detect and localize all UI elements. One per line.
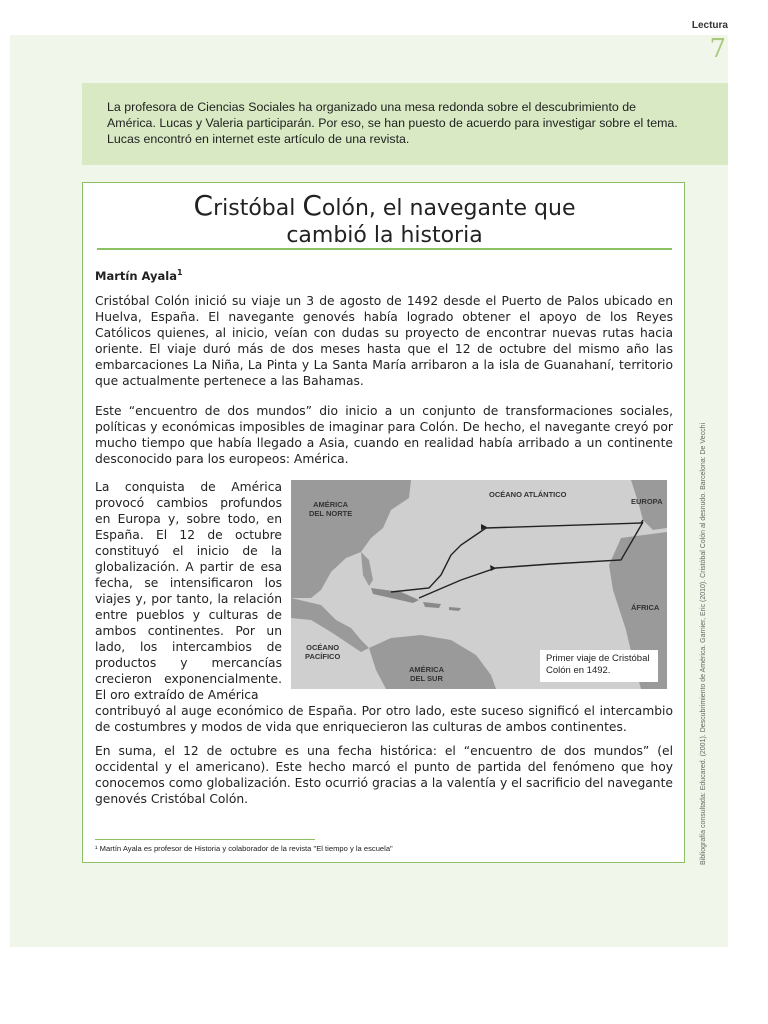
map-caption: Primer viaje de Cristóbal Colón en 1492. — [540, 650, 658, 682]
title-part-2: olón, el navegante que — [321, 196, 576, 221]
map-label-europe: EUROPA — [631, 497, 663, 506]
footnote-divider — [95, 839, 315, 840]
top-margin — [0, 0, 768, 35]
paragraph-3-continued: contribuyó al auge económico de España. Por otro lado, este suceso significó el intercambio de costumbres y modos de vida que enriquecieron las culturas de ambos continentes. — [95, 704, 673, 734]
map-label-north-america: AMÉRICA DEL NORTE — [309, 500, 353, 518]
author-name: Martín Ayala — [95, 268, 177, 283]
map-label-africa: ÁFRICA — [631, 603, 660, 612]
article-title — [97, 189, 672, 249]
map-label-south-america: AMÉRICA DEL SUR — [409, 665, 444, 683]
author-footnote-mark: 1 — [176, 268, 183, 277]
right-margin — [728, 0, 768, 947]
section-number: 7 — [709, 34, 726, 64]
title-divider — [97, 248, 672, 250]
title-part-1: ristóbal — [213, 196, 303, 221]
paragraph-4: En suma, el 12 de octubre es una fecha histórica: el “encuentro de dos mundos” (el occidental y el americano). Este hecho marcó el punto de partida del fenómeno que hoy conocemos como globalización. Esto ocurrió gracias a la valentía y el sacrificio del navegante genovés Cristóbal Colón. — [95, 744, 673, 806]
article-author — [95, 268, 183, 283]
paragraph-3-wrapped: La conquista de América provocó cambios profundos en Europa y, sobre todo, en España. El 12 de octubre constituyó el inicio de la globalización. A partir de esa fecha, se intensificaron los viajes y, por tanto, la relación entre pueblos y culturas de ambos continentes. Por un lado, los intercambios de productos y mercancías crecieron exponencialmente. El oro extraído de América — [95, 480, 282, 702]
map-label-pacific: OCÉANO PACÍFICO — [305, 643, 341, 661]
title-cap-1: C — [193, 189, 214, 222]
intro-text: La profesora de Ciencias Sociales ha organizado una mesa redonda sobre el descubrimiento de América. Lucas y Valeria participarán. Por eso, se han puesto de acuerdo para investigar sobre el tema. Lucas encontró en internet este artículo de una revista. — [107, 100, 678, 146]
paragraph-1: Cristóbal Colón inició su viaje un 3 de agosto de 1492 desde el Puerto de Palos ubicado en Huelva, España. El navegante genovés había logrado obtener el apoyo de los Reyes Católicos quienes, al inicio, veían con dudas su proyecto de encontrar nuevas rutas hacia oriente. El viaje duró más de dos meses hasta que el 12 de octubre del mismo año las embarcaciones La Niña, La Pinta y La Santa María arribaron a la isla de Guanahaní, territorio que actualmente pertenece a las Bahamas. — [95, 294, 673, 388]
map-label-atlantic: OCÉANO ATLÁNTICO — [489, 490, 567, 499]
voyage-map — [291, 480, 667, 689]
paragraph-2: Este “encuentro de dos mundos” dio inicio a un conjunto de transformaciones sociales, políticas y económicas imposibles de imaginar para Colón. De hecho, el navegante creyó por mucho tiempo que había llegado a Asia, cuando en realidad había arribado a un continente desconocido para los europeos: América. — [95, 404, 673, 466]
bibliography-note: Bibliografía consultada: Educared. (2001). Descubrimiento de América. Garnier, Eric (2010). Cristóbal Colón al desnudo. Barcelona: De Vecchi — [700, 422, 707, 865]
section-label: Lectura — [691, 20, 728, 31]
title-cap-2: C — [302, 189, 322, 222]
footnote: ¹ Martín Ayala es profesor de Historia y colaborador de la revista "El tiempo y la escuela" — [95, 844, 393, 853]
title-line-2: cambió la historia — [286, 223, 483, 248]
